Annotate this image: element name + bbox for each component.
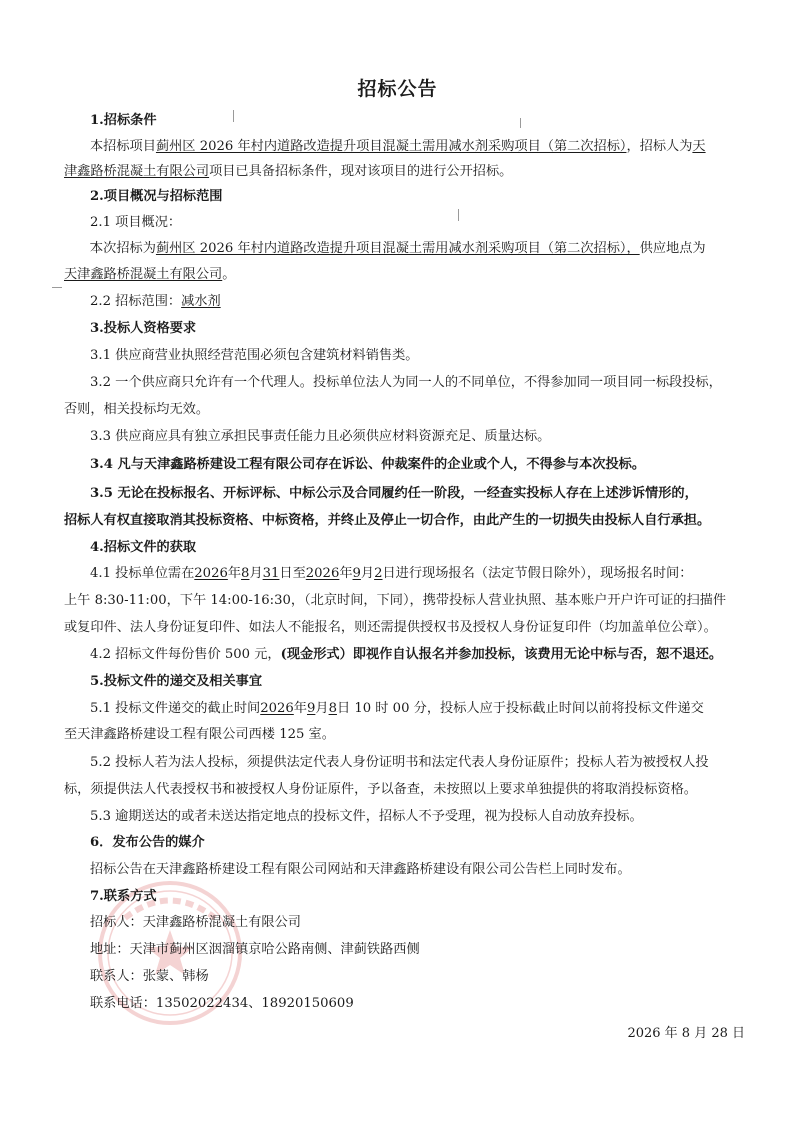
paragraph-line: 5.3 逾期送达的或者未送达指定地点的投标文件，招标人不予受理，视为投标人自动放弃投标。	[90, 809, 643, 824]
issue-date: 2026 年 8 月 28 日	[627, 1026, 745, 1041]
section-heading: 6．发布公告的媒介	[90, 835, 205, 850]
paragraph-line: 标，须提供法人代表授权书和被授权人身份证原件，予以备查，未按照以上要求单独提供的将取消投标资格。	[64, 782, 697, 797]
scan-mark	[52, 287, 62, 288]
paragraph-line: 5.1 投标文件递交的截止时间2026年9月8日 10 时 00 分，投标人应于投标截止时间以前将投标文件递交	[90, 701, 704, 716]
paragraph-line: 3.3 供应商应具有独立承担民事责任能力且必须供应材料资源充足、质量达标。	[90, 429, 551, 444]
scan-mark	[520, 118, 521, 128]
section-heading: 4.招标文件的获取	[90, 540, 197, 555]
paragraph-line: 2.1 项目概况：	[90, 215, 182, 230]
paragraph-line: 或复印件、法人身份证复印件、如法人不能报名，则还需提供授权书及授权人身份证复印件（均加盖单位公章）。	[64, 620, 717, 635]
paragraph-line: 至天津鑫路桥建设工程有限公司西楼 125 室。	[64, 727, 335, 742]
paragraph-line: 本招标项目蓟州区 2026 年村内道路改造提升项目混凝土需用减水剂采购项目（第二次招标），招标人为天	[90, 139, 706, 154]
section-heading: 1.招标条件	[90, 113, 157, 128]
paragraph-line: 3.2 一个供应商只允许有一个代理人。投标单位法人为同一人的不同单位，不得参加同一项目同一标段投标，	[90, 375, 722, 390]
paragraph-line: 3.1 供应商营业执照经营范围必须包含建筑材料销售类。	[90, 348, 419, 363]
scan-mark	[458, 209, 459, 221]
section-heading: 7.联系方式	[90, 889, 157, 904]
paragraph-line: 天津鑫路桥混凝土有限公司。	[64, 267, 236, 282]
paragraph-line: 3.5 无论在投标报名、开标评标、中标公示及合同履约任一阶段，一经查实投标人存在上述涉诉情形的，	[90, 486, 698, 501]
paragraph-line: 否则，相关投标均无效。	[64, 402, 210, 417]
paragraph-line: 本次招标为蓟州区 2026 年村内道路改造提升项目混凝土需用减水剂采购项目（第二次招标），供应地点为	[90, 241, 706, 256]
section-heading: 3.投标人资格要求	[90, 321, 197, 336]
paragraph-line: 3.4 凡与天津鑫路桥建设工程有限公司存在诉讼、仲裁案件的企业或个人，不得参与本次投标。	[90, 457, 646, 472]
scan-mark	[233, 110, 234, 122]
paragraph-line: 5.2 投标人若为法人投标，须提供法定代表人身份证明书和法定代表人身份证原件；投标人若为被授权人投	[90, 755, 709, 770]
paragraph-line: 上午 8:30-11:00，下午 14:00-16:30，（北京时间，下同），携带投标人营业执照、基本账户开户许可证的扫描件	[64, 593, 727, 608]
paragraph-line: 招标人有权直接取消其投标资格、中标资格，并终止及停止一切合作，由此产生的一切损失由投标人自行承担。	[64, 513, 711, 528]
paragraph-line: 津鑫路桥混凝土有限公司项目已具备招标条件，现对该项目的进行公开招标。	[64, 164, 513, 179]
contact-address: 地址：天津市蓟州区洇溜镇京哈公路南侧、津蓟铁路西侧	[90, 942, 420, 957]
paragraph-line: 招标公告在天津鑫路桥建设工程有限公司网站和天津鑫路桥建设有限公司公告栏上同时发布。	[90, 862, 631, 877]
page-title: 招标公告	[357, 78, 438, 100]
paragraph-line: 4.2 招标文件每份售价 500 元，(现金形式）即视作自认报名并参加投标，该费用无论中标与否，恕不退还。	[90, 647, 723, 662]
contact-persons: 联系人：张蒙、韩杨	[90, 969, 209, 984]
section-heading: 2.项目概况与招标范围	[90, 189, 223, 204]
section-heading: 5.投标文件的递交及相关事宜	[90, 674, 263, 689]
contact-phone: 联系电话：13502022434、18920150609	[90, 996, 354, 1011]
paragraph-line: 2.2 招标范围：减水剂	[90, 294, 221, 309]
contact-tenderer: 招标人：天津鑫路桥混凝土有限公司	[90, 915, 301, 930]
paragraph-line: 4.1 投标单位需在2026年8月31日至2026年9月2日进行现场报名（法定节假日除外），现场报名时间：	[90, 566, 693, 581]
